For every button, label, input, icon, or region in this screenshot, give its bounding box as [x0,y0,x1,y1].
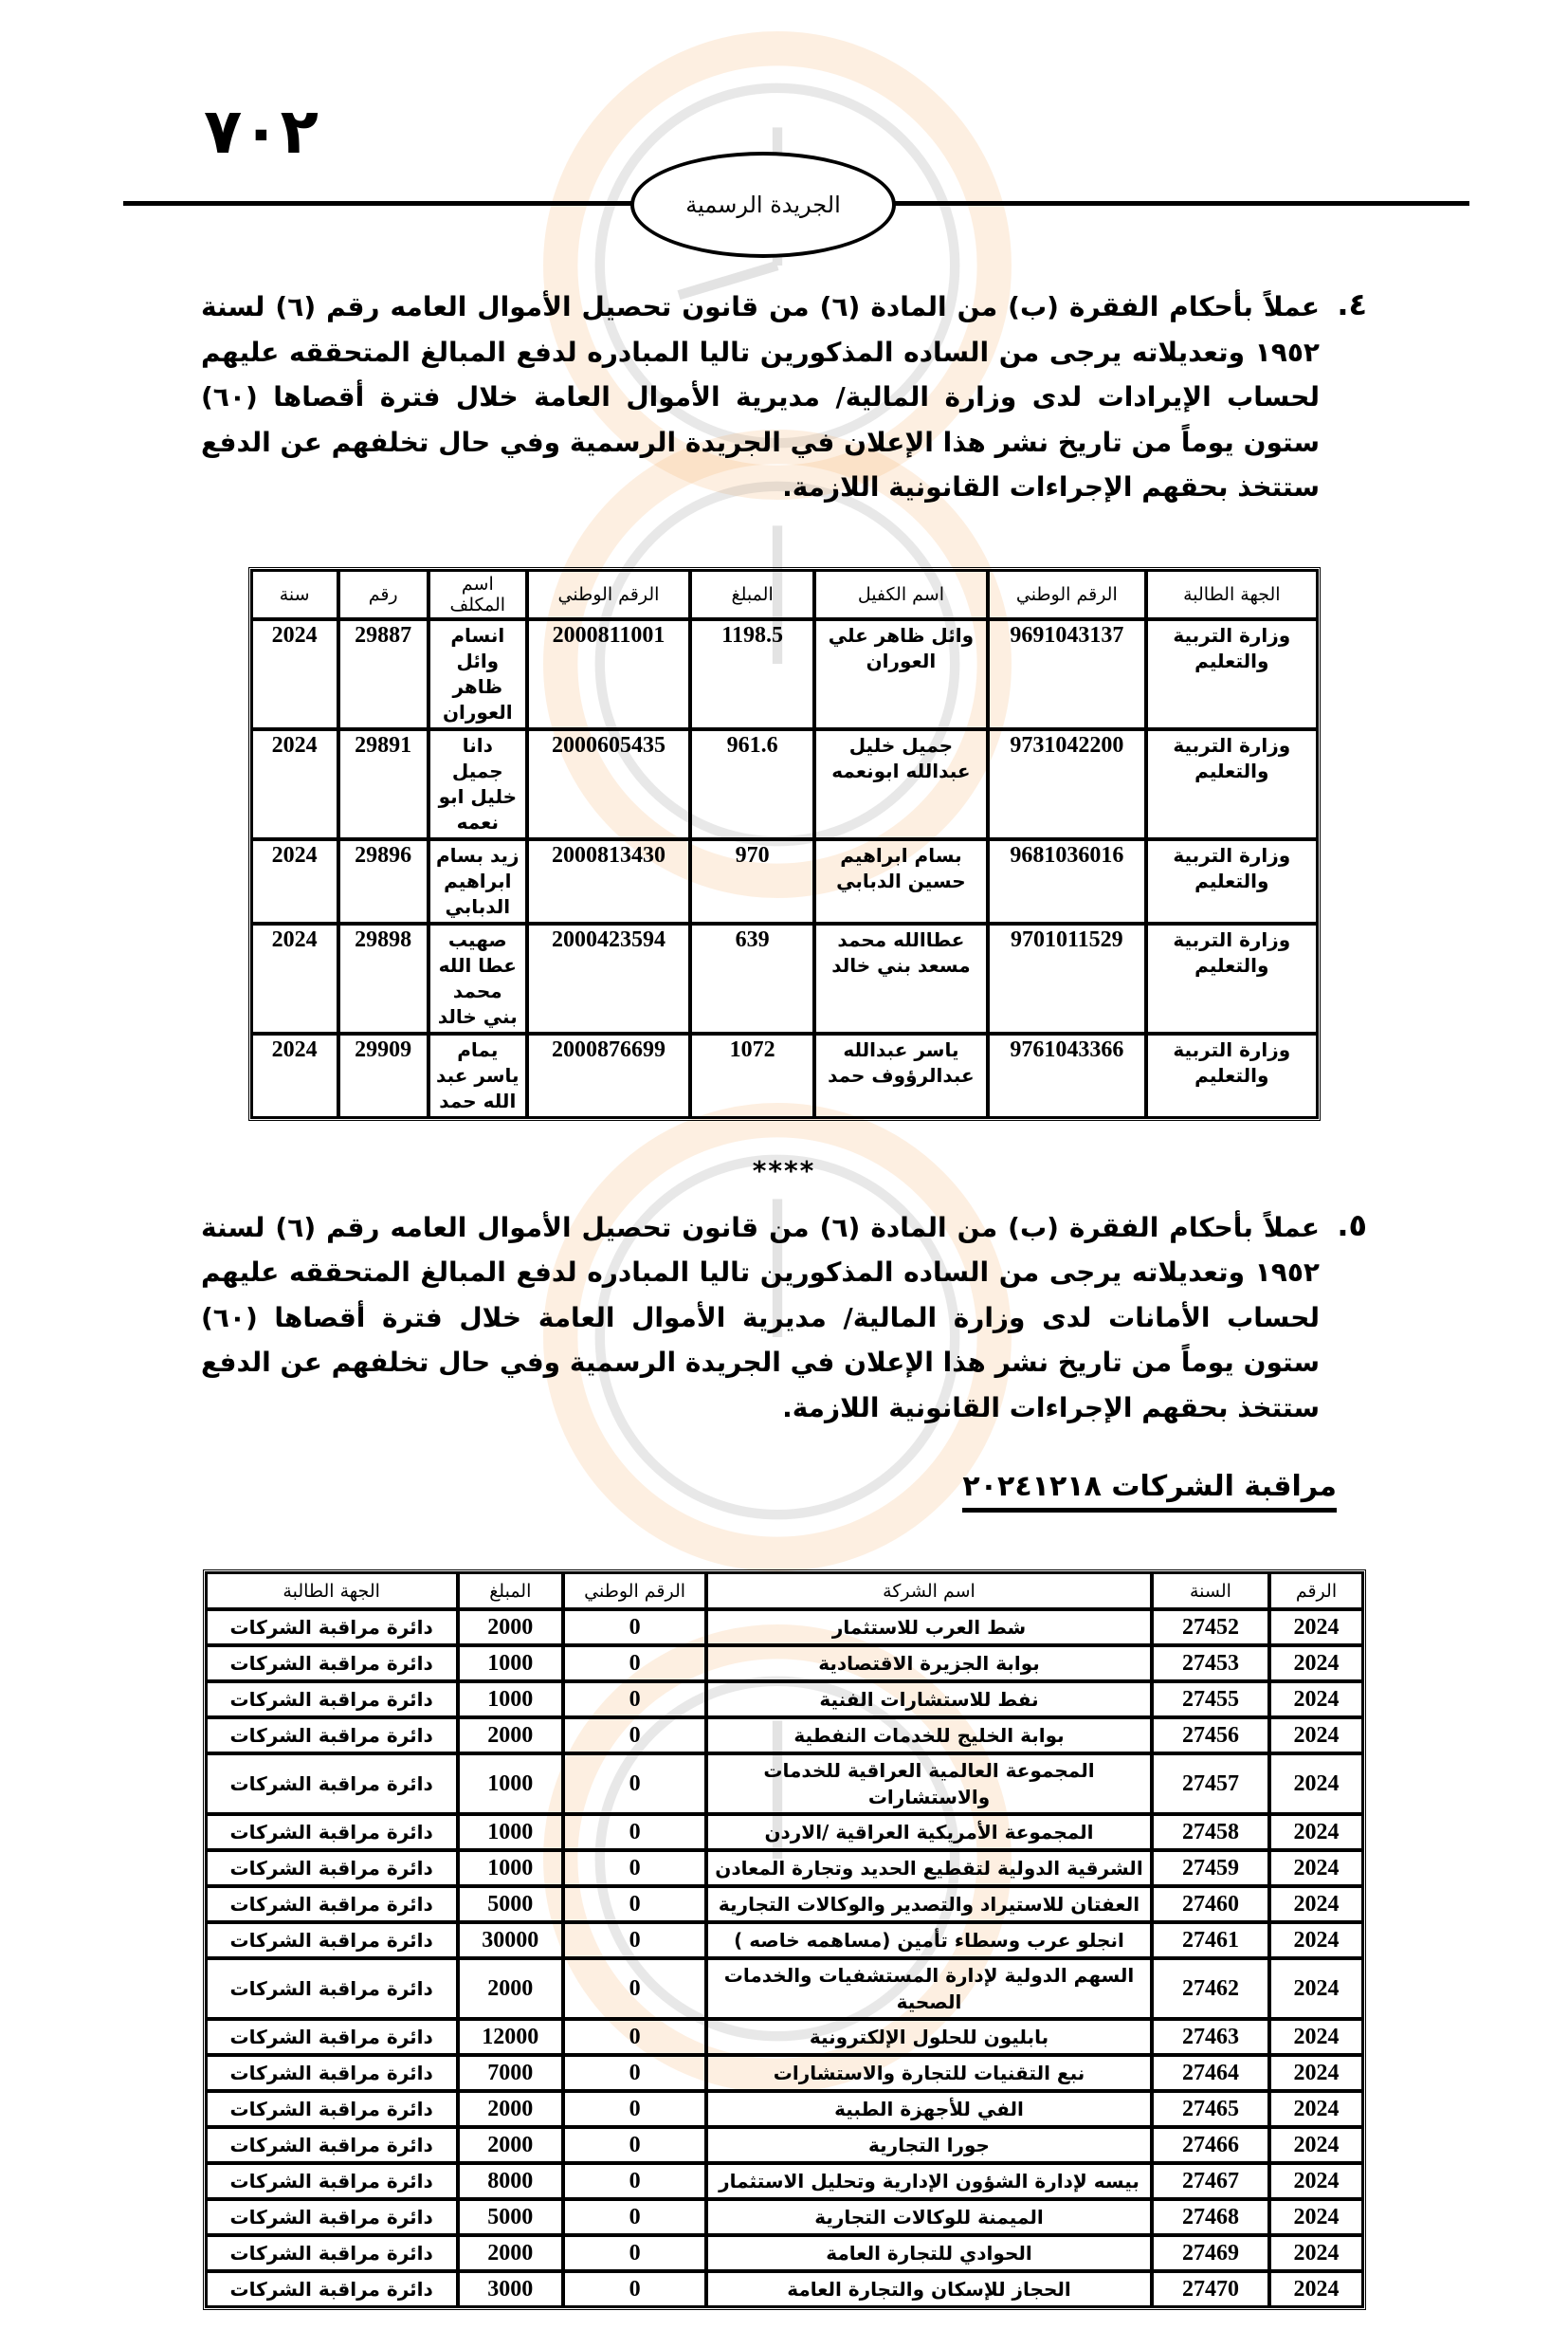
table-cell: 7000 [458,2055,563,2091]
table-cell: السهم الدولية لإدارة المستشفيات والخدمات الصحية [706,1958,1151,2019]
table-cell: 27469 [1152,2235,1270,2271]
table-cell: وزارة التربية والتعليم [1146,619,1317,729]
table-cell: صهيب عطا الله محمد بني خالد [428,924,527,1034]
table-row [206,1814,1363,1850]
table-cell: 12000 [458,2019,563,2055]
table-cell: انسام وائل ظاهر العوران [428,619,527,729]
table-cell: 639 [690,924,814,1034]
table-row [206,2271,1363,2307]
table-cell: 2000605435 [527,729,690,839]
table-cell: 2000 [458,2127,563,2163]
table-cell: زيد بسام ابراهيم الدبابي [428,839,527,924]
section-heading-row [0,1468,1568,1513]
table-cell: 2024 [1269,2163,1362,2199]
table-cell: 2000423594 [527,924,690,1034]
table-row [251,729,1318,839]
table-row [206,1958,1363,2019]
table-cell: دانا جميل خليل ابو نعمه [428,729,527,839]
page-number: ٧٠٢ [204,95,319,168]
table-cell: 2024 [251,1034,338,1118]
table-cell: دائرة مراقبة الشركات [206,1850,458,1886]
table-cell: 0 [563,1958,707,2019]
table-cell: 0 [563,2127,707,2163]
table-cell: 27467 [1152,2163,1270,2199]
table-cell: الفي للأجهزة الطبية [706,2091,1151,2127]
table-cell: 27457 [1152,1753,1270,1814]
table-cell: 27453 [1152,1645,1270,1681]
table-cell: 27466 [1152,2127,1270,2163]
table-row [206,2235,1363,2271]
table-row [206,1753,1363,1814]
table-cell: 2024 [251,619,338,729]
table-cell: دائرة مراقبة الشركات [206,2055,458,2091]
table-cell: بسام ابراهيم حسين الدبابي [814,839,987,924]
table-row [206,1886,1363,1922]
table-cell: دائرة مراقبة الشركات [206,1753,458,1814]
table-cell: الحجاز للإسكان والتجارة العامة [706,2271,1151,2307]
table-cell: 961.6 [690,729,814,839]
table-cell: 0 [563,2235,707,2271]
table-cell: 0 [563,1609,707,1645]
table-cell: 2024 [1269,2235,1362,2271]
table-cell: وزارة التربية والتعليم [1146,729,1317,839]
table-cell: 9691043137 [988,619,1147,729]
table-cell: 2024 [1269,1814,1362,1850]
table-row [206,1609,1363,1645]
table-cell: 2024 [1269,1753,1362,1814]
table-cell: 27458 [1152,1814,1270,1850]
column-header: اسم الكفيل [814,570,987,619]
table-cell: ياسر عبدالله عبدالرؤوف حمد [814,1034,987,1118]
table-cell: دائرة مراقبة الشركات [206,1645,458,1681]
table-cell: 2000 [458,2235,563,2271]
table-cell: 2024 [1269,2019,1362,2055]
table-row [206,2019,1363,2055]
table-cell: وزارة التربية والتعليم [1146,839,1317,924]
table-cell: الحوادي للتجارة العامة [706,2235,1151,2271]
notice-4 [201,284,1367,510]
table-cell: 2024 [1269,2199,1362,2235]
table-cell: 9681036016 [988,839,1147,924]
table-cell: 27464 [1152,2055,1270,2091]
table-cell: 27462 [1152,1958,1270,2019]
table-cell: 27456 [1152,1717,1270,1753]
table-cell: دائرة مراقبة الشركات [206,1717,458,1753]
notice-5-number: ٥. [1337,1206,1367,1243]
column-header: السنة [1152,1572,1270,1609]
notice-4-number: ٤. [1337,286,1367,322]
table-cell: 9731042200 [988,729,1147,839]
table-cell: 29887 [338,619,428,729]
table-cell: دائرة مراقبة الشركات [206,1681,458,1717]
table-row [251,1034,1318,1118]
table-row [206,1645,1363,1681]
table-row [206,2091,1363,2127]
table-cell: بوابة الخليج للخدمات النفطية [706,1717,1151,1753]
table-row [206,2199,1363,2235]
table-cell: 29898 [338,924,428,1034]
table-cell: 2000 [458,2091,563,2127]
table-row [206,2163,1363,2199]
table-cell: 27463 [1152,2019,1270,2055]
table-cell: 29891 [338,729,428,839]
table-cell: 2024 [1269,1850,1362,1886]
table-cell: دائرة مراقبة الشركات [206,2163,458,2199]
table-cell: 970 [690,839,814,924]
table-cell: 0 [563,2163,707,2199]
table-cell: 0 [563,1681,707,1717]
table-cell: 0 [563,2091,707,2127]
column-header: الجهة الطالبة [1146,570,1317,619]
notice-4-text: عملاً بأحكام الفقرة (ب) من المادة (٦) من قانون تحصيل الأموال العامه رقم (٦) لسنة ١٩٥٢ وتعديلاته يرجى من الساده المذكورين تاليا المبادره لدفع المبالغ المتحققه عليهم لحساب الإيرادات لدى وزارة المالية/ مديرية الأموال العامة خلال فترة أقصاها (٦٠) ستون يوماً من تاريخ نشر هذا الإعلان في الجريدة الرسمية وفي حال تخلفهم عن الدفع ستتخذ بحقهم الإجراءات القانونية اللازمة. [201,291,1320,503]
table-cell: جورا التجارية [706,2127,1151,2163]
table-cell: 0 [563,1814,707,1850]
table-cell: 2024 [251,729,338,839]
table-cell: شط العرب للاستثمار [706,1609,1151,1645]
table-cell: 27460 [1152,1886,1270,1922]
column-header: الرقم الوطني [563,1572,707,1609]
table-cell: انجلو عرب وسطاء تأمين (مساهمه خاصه ) [706,1922,1151,1958]
table-cell: 27468 [1152,2199,1270,2235]
table-cell: 0 [563,1645,707,1681]
table-cell: دائرة مراقبة الشركات [206,2127,458,2163]
table-cell: 1000 [458,1814,563,1850]
table-cell: 27459 [1152,1850,1270,1886]
table-cell: بابليون للحلول الإلكترونية [706,2019,1151,2055]
table-cell: 1000 [458,1645,563,1681]
column-header: سنة [251,570,338,619]
table-cell: 2024 [1269,1958,1362,2019]
table-cell: يمام ياسر عبد الله حمد [428,1034,527,1118]
table-cell: 1198.5 [690,619,814,729]
table-cell: 2024 [251,924,338,1034]
table-row [206,1850,1363,1886]
companies-table [203,1569,1366,2310]
table-cell: 8000 [458,2163,563,2199]
table-cell: 2000813430 [527,839,690,924]
table-cell: 2024 [1269,2271,1362,2307]
column-header: الرقم الوطني [527,570,690,619]
table-cell: دائرة مراقبة الشركات [206,2091,458,2127]
table-cell: بوابة الجزيرة الاقتصادية [706,1645,1151,1681]
column-header: رقم [338,570,428,619]
table-cell: 5000 [458,1886,563,1922]
table-cell: دائرة مراقبة الشركات [206,2019,458,2055]
table-cell: جميل خليل عبدالله ابونعمه [814,729,987,839]
table-cell: 2000 [458,1717,563,1753]
table-cell: بيسه لإدارة الشؤون الإدارية وتحليل الاستثمار [706,2163,1151,2199]
table-cell: العفتان للاستيراد والتصدير والوكالات التجارية [706,1886,1151,1922]
table-cell: 27461 [1152,1922,1270,1958]
table-cell: نبع التقنيات للتجارة والاستشارات [706,2055,1151,2091]
table-row [251,619,1318,729]
table-cell: دائرة مراقبة الشركات [206,2271,458,2307]
table-cell: 2024 [1269,1645,1362,1681]
table-cell: 2024 [1269,1886,1362,1922]
debtors-table [248,567,1321,1121]
table-cell: 27465 [1152,2091,1270,2127]
table-cell: دائرة مراقبة الشركات [206,1886,458,1922]
table-cell: 27470 [1152,2271,1270,2307]
table-cell: وزارة التربية والتعليم [1146,1034,1317,1118]
column-header: الجهة الطالبة [206,1572,458,1609]
table-row [206,1717,1363,1753]
table-cell: 9701011529 [988,924,1147,1034]
table-row [251,839,1318,924]
table-cell: وائل ظاهر علي العوران [814,619,987,729]
column-header: الرقم [1269,1572,1362,1609]
table-cell: 1072 [690,1034,814,1118]
table-row [206,2127,1363,2163]
table-cell: 29896 [338,839,428,924]
table-row [251,924,1318,1034]
table-cell: 0 [563,2055,707,2091]
table-cell: 0 [563,1922,707,1958]
table-cell: وزارة التربية والتعليم [1146,924,1317,1034]
table-cell: 2024 [1269,1922,1362,1958]
table-cell: 2024 [1269,2091,1362,2127]
separator: **** [752,1154,816,1186]
table-cell: 2024 [1269,1717,1362,1753]
table-cell: 2000 [458,1609,563,1645]
table-cell: 0 [563,1753,707,1814]
table-cell: 2024 [1269,2055,1362,2091]
table-cell: المجموعة الأمريكية العراقية /الاردن [706,1814,1151,1850]
table-cell: 0 [563,2271,707,2307]
table-cell: دائرة مراقبة الشركات [206,2235,458,2271]
table-cell: 1000 [458,1681,563,1717]
table-cell: 0 [563,1850,707,1886]
table-cell: 5000 [458,2199,563,2235]
table-cell: نفط للاستشارات الفنية [706,1681,1151,1717]
table-cell: 2000 [458,1958,563,2019]
table-cell: دائرة مراقبة الشركات [206,1922,458,1958]
table-cell: 29909 [338,1034,428,1118]
table-cell: الشرقية الدولية لتقطيع الحديد وتجارة المعادن [706,1850,1151,1886]
notice-5-text: عملاً بأحكام الفقرة (ب) من المادة (٦) من قانون تحصيل الأموال العامه رقم (٦) لسنة ١٩٥٢ وتعديلاته يرجى من الساده المذكورين تاليا المبادره لدفع المبالغ المتحققه عليهم لحساب الأمانات لدى وزارة المالية/ مديرية الأموال العامة خلال فترة أقصاها (٦٠) ستون يوماً من تاريخ نشر هذا الإعلان في الجريدة الرسمية وفي حال تخلفهم عن الدفع ستتخذ بحقهم الإجراءات القانونية اللازمة. [201,1211,1320,1423]
table-cell: 1000 [458,1850,563,1886]
table-cell: 2024 [251,839,338,924]
table-cell: دائرة مراقبة الشركات [206,2199,458,2235]
column-header: الرقم الوطني [988,570,1147,619]
table-cell: دائرة مراقبة الشركات [206,1958,458,2019]
table-cell: المجموعة العالمية العراقية للخدمات والاستشارات [706,1753,1151,1814]
table-cell: الميمنة للوكالات التجارية [706,2199,1151,2235]
table-cell: 27455 [1152,1681,1270,1717]
table-row [206,1681,1363,1717]
table-cell: دائرة مراقبة الشركات [206,1814,458,1850]
notice-5 [201,1205,1367,1431]
column-header: المبلغ [458,1572,563,1609]
table-cell: 27452 [1152,1609,1270,1645]
table-cell: دائرة مراقبة الشركات [206,1609,458,1645]
table-cell: 2024 [1269,1609,1362,1645]
table-cell: 9761043366 [988,1034,1147,1118]
table-cell: 2000811001 [527,619,690,729]
table-cell: 30000 [458,1922,563,1958]
table-cell: 2024 [1269,2127,1362,2163]
table-cell: عطاالله محمد مسعد بني خالد [814,924,987,1034]
gazette-title-text: الجريدة الرسمية [685,192,841,218]
table-row [206,2055,1363,2091]
column-header: اسم الشركة [706,1572,1151,1609]
table-cell: 0 [563,2019,707,2055]
table-cell: 0 [563,1886,707,1922]
table-cell: 0 [563,2199,707,2235]
column-header: اسم المكلف [428,570,527,619]
table-cell: 2000876699 [527,1034,690,1118]
table-row [206,1922,1363,1958]
table-cell: 0 [563,1717,707,1753]
table-cell: 2024 [1269,1681,1362,1717]
table-cell: 3000 [458,2271,563,2307]
table-cell: 1000 [458,1753,563,1814]
section-heading: مراقبة الشركات ٢٠٢٤١٢١٨ [962,1468,1337,1513]
column-header: المبلغ [690,570,814,619]
